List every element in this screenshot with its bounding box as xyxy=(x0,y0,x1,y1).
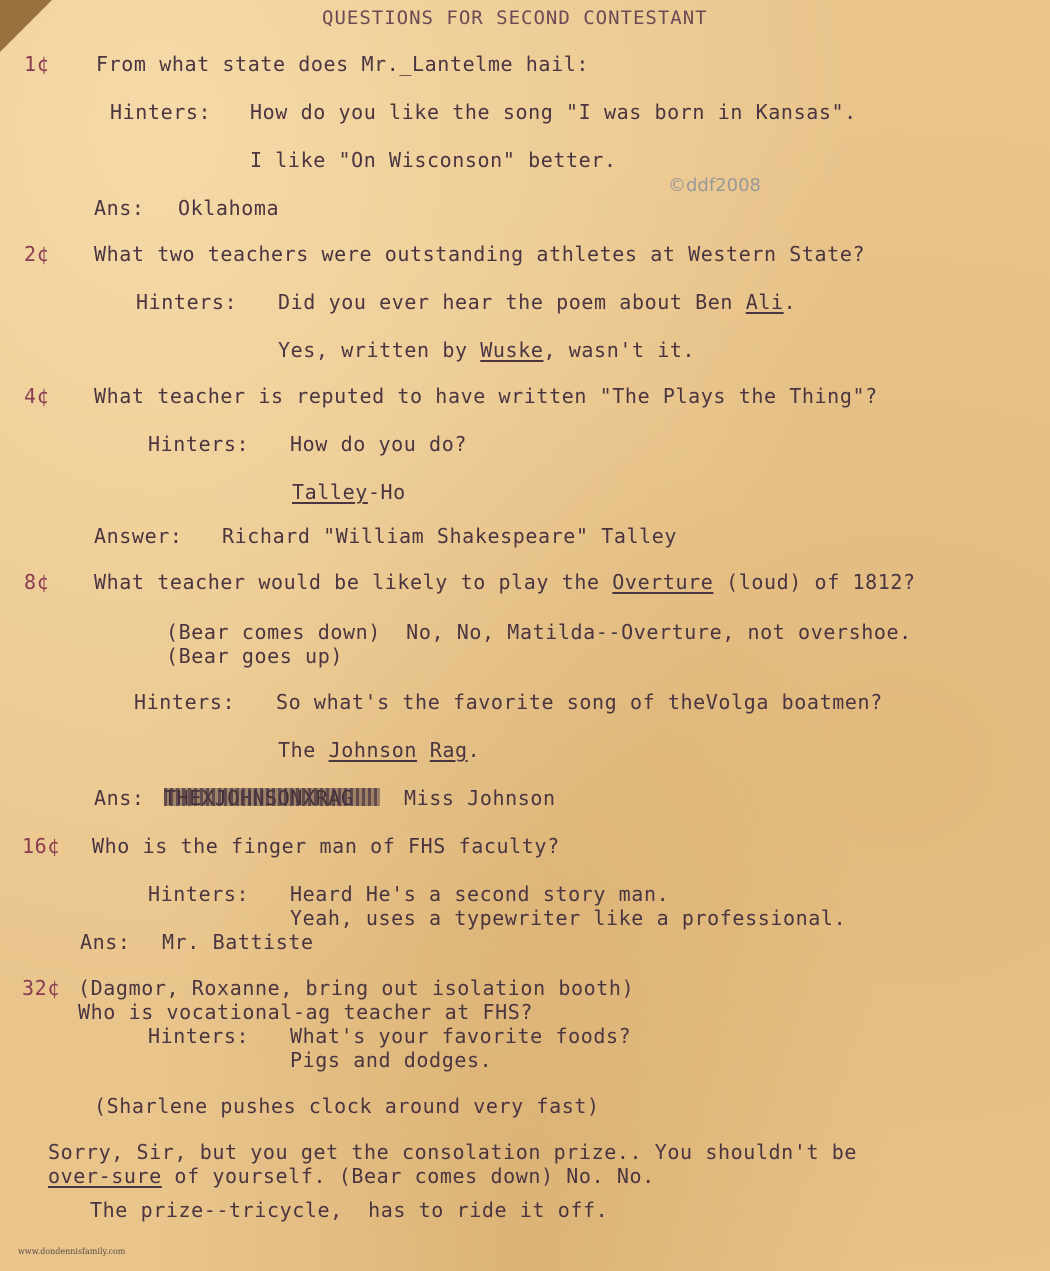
q16-hint-1: Heard He's a second story man. xyxy=(290,882,670,906)
q32-question: Who is vocational-ag teacher at FHS? xyxy=(78,1000,534,1024)
q1-number: 1¢ xyxy=(24,52,50,76)
q8-hint-label: Hinters: xyxy=(134,690,236,714)
q8-number: 8¢ xyxy=(24,570,50,594)
q16-answer: Mr. Battiste xyxy=(162,930,314,954)
q8-underlined-overture: Overture xyxy=(612,570,714,594)
q2-hint-label: Hinters: xyxy=(136,290,238,314)
q4-question: What teacher is reputed to have written "The Plays the Thing"? xyxy=(94,384,878,408)
q8-underlined-johnson: Johnson xyxy=(328,738,418,762)
q16-answer-label: Ans: xyxy=(80,930,131,954)
q4-hint-1: How do you do? xyxy=(290,432,467,456)
q2-number: 2¢ xyxy=(24,242,50,266)
q2-hint-2: Yes, written by Wuske, wasn't it. xyxy=(278,338,696,362)
closing-line-2: over-sure of yourself. (Bear comes down) No. No. xyxy=(48,1164,655,1188)
q32-hint-2: Pigs and dodges. xyxy=(290,1048,493,1072)
torn-corner xyxy=(0,0,52,52)
closing-line-3: The prize--tricycle, has to ride it off. xyxy=(90,1198,609,1222)
q1-answer-label: Ans: xyxy=(94,196,145,220)
q32-hint-1: What's your favorite foods? xyxy=(290,1024,632,1048)
underlined-over-sure: over-sure xyxy=(48,1164,162,1188)
q16-hint-2: Yeah, uses a typewriter like a professional. xyxy=(290,906,847,930)
q8-hint-2: The Johnson Rag. xyxy=(278,738,481,762)
q2-hint-1: Did you ever hear the poem about Ben Ali. xyxy=(278,290,797,314)
q8-question: What teacher would be likely to play the Overture (loud) of 1812? xyxy=(94,570,916,594)
q1-hint-1: How do you like the song "I was born in Kansas". xyxy=(250,100,857,124)
q32-stage-direction: (Dagmor, Roxanne, bring out isolation booth) xyxy=(78,976,635,1000)
q1-question: From what state does Mr._Lantelme hail: xyxy=(96,52,589,76)
q4-answer: Richard "William Shakespeare" Talley xyxy=(222,524,678,548)
q2-question: What two teachers were outstanding athletes at Western State? xyxy=(94,242,866,266)
strikeout-overtype xyxy=(164,788,380,806)
q2-underlined-wuske: Wuske xyxy=(480,338,544,362)
closing-line-1: Sorry, Sir, but you get the consolation prize.. You shouldn't be xyxy=(48,1140,858,1164)
q4-hint-2: Talley-Ho xyxy=(292,480,406,504)
q32-hint-label: Hinters: xyxy=(148,1024,250,1048)
q32-number: 32¢ xyxy=(22,976,60,1000)
q8-answer-label: Ans: xyxy=(94,786,145,810)
q8-stage-direction-2: (Bear goes up) xyxy=(166,644,343,668)
q4-underlined-talley: Talley xyxy=(292,480,368,504)
watermark: ©ddf2008 xyxy=(668,175,761,196)
q8-hint-1: So what's the favorite song of theVolga boatmen? xyxy=(276,690,883,714)
page-heading: QUESTIONS FOR SECOND CONTESTANT xyxy=(322,7,708,29)
q8-stage-direction-1: (Bear comes down) No, No, Matilda--Overture, not overshoe. xyxy=(166,620,912,644)
q4-number: 4¢ xyxy=(24,384,50,408)
q8-underlined-rag: Rag xyxy=(429,738,468,762)
q8-answer: Miss Johnson xyxy=(404,786,556,810)
q1-hint-2: I like "On Wisconson" better. xyxy=(250,148,617,172)
q1-hint-label: Hinters: xyxy=(110,100,212,124)
q32-stage-direction-2: (Sharlene pushes clock around very fast) xyxy=(94,1094,600,1118)
q2-underlined-ali: Ali xyxy=(745,290,784,314)
q16-hint-label: Hinters: xyxy=(148,882,250,906)
q16-number: 16¢ xyxy=(22,834,60,858)
site-credit: www.dondennisfamily.com xyxy=(18,1247,126,1256)
q16-question: Who is the finger man of FHS faculty? xyxy=(92,834,560,858)
q1-answer: Oklahoma xyxy=(178,196,280,220)
q4-hint-label: Hinters: xyxy=(148,432,250,456)
q4-answer-label: Answer: xyxy=(94,524,183,548)
